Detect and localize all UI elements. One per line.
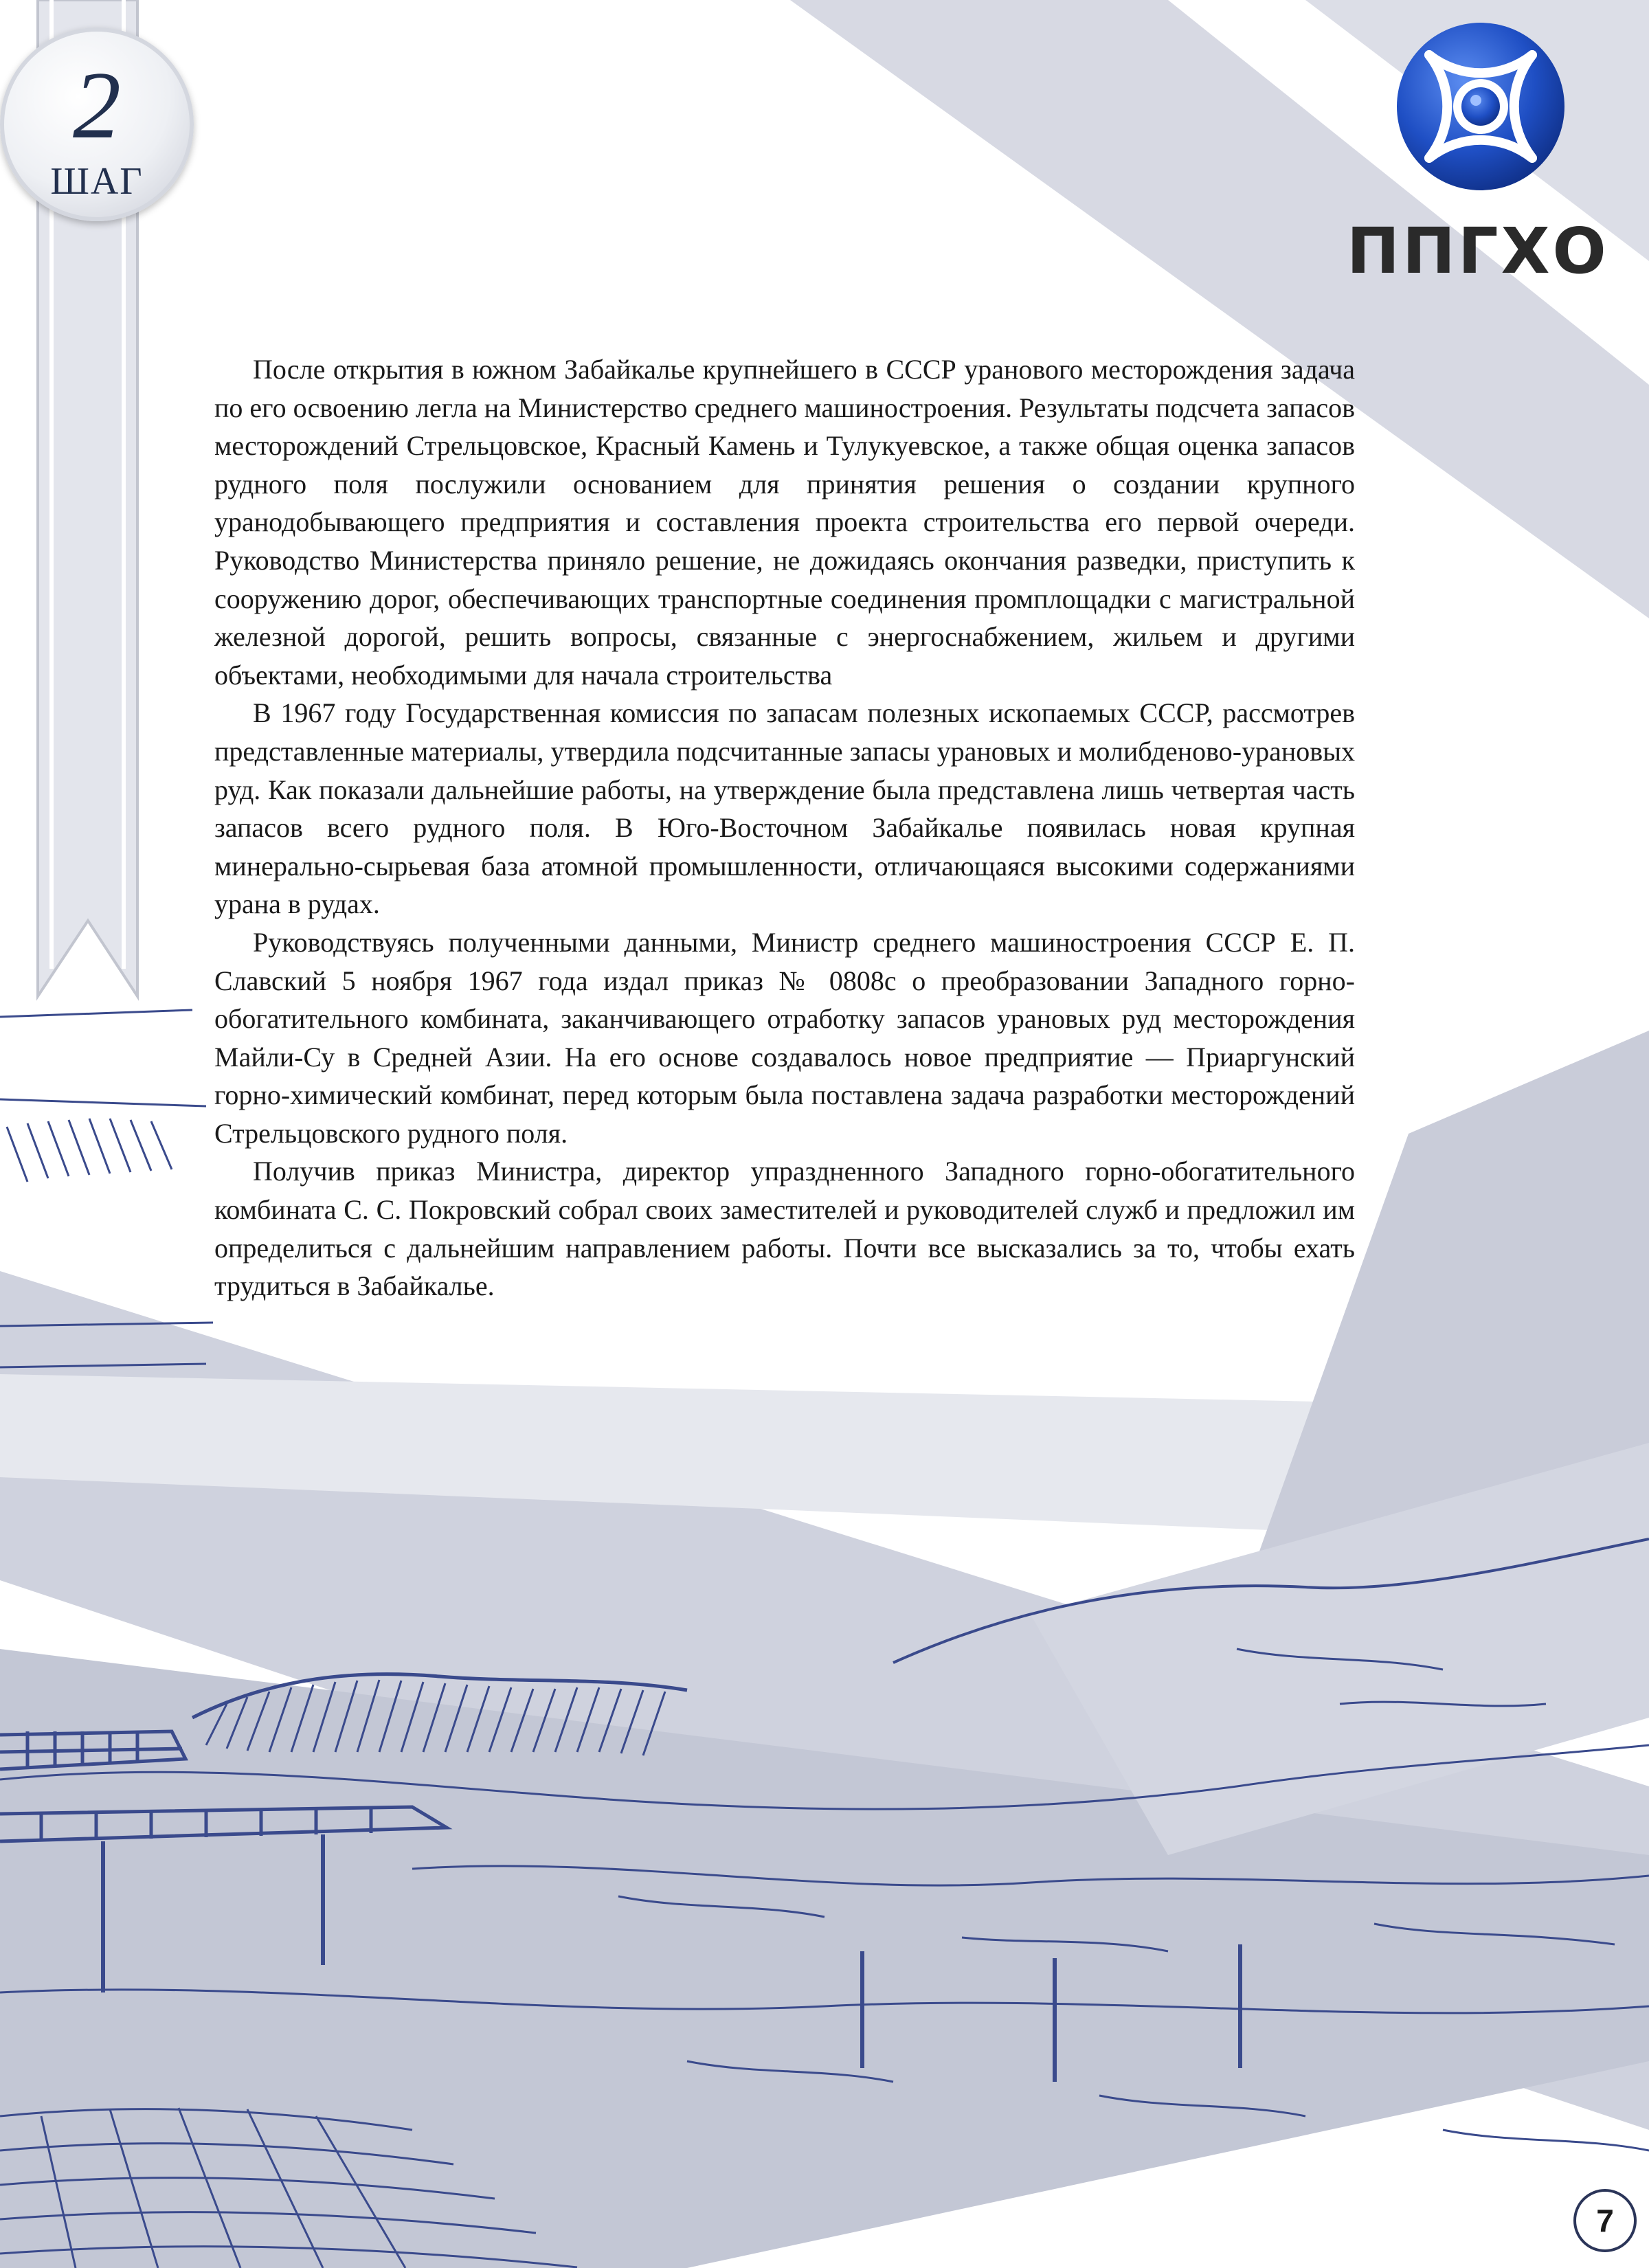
paragraph: Получив приказ Министра, директор упраздненного Западного горно-обогатительного комбината С. С. Покровский собрал своих заместителей и руководителей служб и предложил им определиться с дальнейшим направлением работы. Почти все высказались за то, чтобы ехать трудиться в Забайкалье. <box>214 1156 1355 1302</box>
paragraph: В 1967 году Государственная комиссия по запасам полезных ископаемых СССР, рассмотрев представленные материалы, утвердила подсчитанные запасы урановых и молибденово-урановых руд. Как показали дальнейшие работы, на утверждение была представлена лишь четвертая часть запасов всего рудного поля. В Юго-Восточном Забайкалье появилась новая крупная минерально-сырьевая база атомной промышленности, отличающаяся высокими содержаниями урана в рудах. <box>214 697 1355 920</box>
logo-text: ППГХО <box>1347 214 1609 288</box>
step-label: ШАГ <box>50 160 144 203</box>
page-number: 7 <box>1573 2189 1637 2252</box>
article-body <box>214 350 1355 1305</box>
logo-emblem-icon <box>1395 21 1567 192</box>
step-badge <box>0 27 194 221</box>
company-logo <box>1347 21 1609 288</box>
paragraph: Руководствуясь полученными данными, Министр среднего машиностроения СССР Е. П. Славский 5 ноября 1967 года издал приказ № 0808с о преобразовании Западного горно-обогатительного комбината, заканчивающего отработку запасов урановых руд месторождения Майли-Су в Средней Азии. На его основе создавалось новое предприятие — Приаргунский горно-химический комбинат, перед которым была поставлена задача разработки месторождений Стрельцовского рудного поля. <box>214 926 1355 1149</box>
step-number: 2 <box>73 52 121 159</box>
paragraph: После открытия в южном Забайкалье крупнейшего в СССР уранового месторождения задача по его освоению легла на Министерство среднего машиностроения. Результаты подсчета запасов месторождений Стрельцовское, Красный Камень и Тулукуевское, а также общая оценка запасов рудного поля послужили основанием для принятия решения о создании крупного уранодобывающего предприятия и составления проекта строительства его первой очереди. Руководство Министерства приняло решение, не дожидаясь окончания разведки, приступить к сооружению дорог, обеспечивающих транспортные соединения промплощадки с магистральной железной дорогой, решить вопросы, связанные с энергоснабжением, жильем и другими объектами, необходимыми для начала строительства <box>214 354 1355 690</box>
